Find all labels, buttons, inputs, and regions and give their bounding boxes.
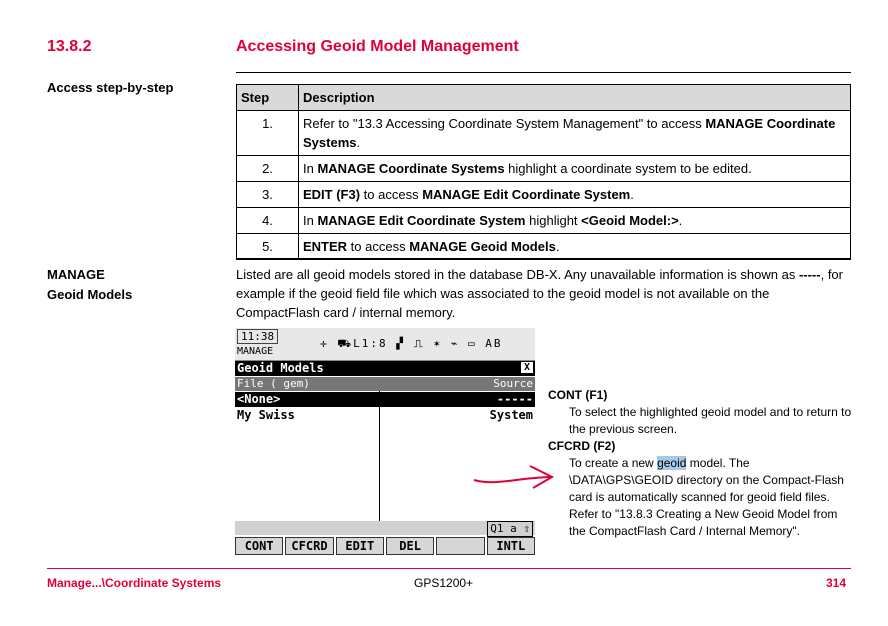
search-highlight: geoid [657,456,687,470]
side-label-manage: MANAGE Geoid Models [47,267,133,302]
table-row [237,182,851,208]
cfcrd-key-desc: To create a new geoid model. The \DATA\GPS\GEOID directory on the Compact-Flash card is automatically scanned for geoid field files. Refer to "13.8.3 Creating a New Geoid Model from the CompactFlash Card / Internal Memory". [569,456,844,538]
cfcrd-key[interactable]: CFCRD [285,537,333,555]
column-divider [379,391,380,521]
list-item[interactable]: <None> ----- [237,392,533,406]
table-row [237,234,851,260]
cont-key-desc: To select the highlighted geoid model and to return to the previous screen. [569,405,852,436]
input-mode-indicator: Q1 a ⇧ [487,521,533,537]
list-item[interactable]: My Swiss System [237,408,533,422]
side-label-access: Access step-by-step [47,80,174,95]
section-title: Accessing Geoid Model Management [236,38,519,55]
mode-label: MANAGE [237,346,274,357]
status-bar [235,328,535,361]
screen-title: Geoid Models [237,361,324,375]
footer-rule [47,568,851,569]
edit-key[interactable]: EDIT [336,537,384,555]
footer-product: GPS1200+ [414,576,474,590]
cont-key[interactable]: CONT [235,537,283,555]
divider [236,258,851,259]
arrow-icon [470,458,560,498]
key-descriptions [548,387,853,540]
step-number: 1. [237,111,299,156]
close-icon[interactable]: X [521,362,533,373]
table-row [237,208,851,234]
table-row [237,111,851,156]
cfcrd-key-title: CFCRD (F2) [548,439,616,453]
del-key[interactable]: DEL [386,537,434,555]
intro-paragraph: Listed are all geoid models stored in the database DB-X. Any unavailable information is shown as -----, for example if the geoid field file which was associated to the geoid model is not available on the CompactFlash card / internal memory. [236,267,843,320]
footer-chapter: Manage...\Coordinate Systems [47,576,222,590]
table-row [237,156,851,182]
intl-key[interactable]: INTL [487,537,535,555]
time-display: 11:38 [237,329,278,344]
section-number: 13.8.2 [47,38,92,55]
step-number: 5. [237,234,299,260]
softkey-bar [235,537,535,555]
screen-title-bar [235,361,535,376]
column-file: File ( gem) [237,377,310,390]
steps-table [236,84,851,260]
cont-key-title: CONT (F1) [548,388,608,402]
empty-key[interactable] [436,537,484,555]
step-description: In MANAGE Edit Coordinate System highlight <Geoid Model:>. [299,208,851,234]
column-header-row [235,377,535,391]
step-number: 2. [237,156,299,182]
step-number: 3. [237,182,299,208]
device-screen [235,328,535,555]
step-description: EDIT (F3) to access MANAGE Edit Coordinate System. [299,182,851,208]
page-number: 314 [826,576,847,590]
step-description: ENTER to access MANAGE Geoid Models. [299,234,851,260]
column-source: Source [493,377,533,390]
divider [236,72,851,73]
step-description: Refer to "13.3 Accessing Coordinate System Management" to access MANAGE Coordinate Systems. [299,111,851,156]
status-icons: ✛ ⛟L1:8 ▞ ⎍ ✶ ⌁ ▭ AB [320,337,503,350]
header-step: Step [237,85,299,111]
step-description: In MANAGE Coordinate Systems highlight a coordinate system to be edited. [299,156,851,182]
step-number: 4. [237,208,299,234]
header-description: Description [299,85,851,111]
